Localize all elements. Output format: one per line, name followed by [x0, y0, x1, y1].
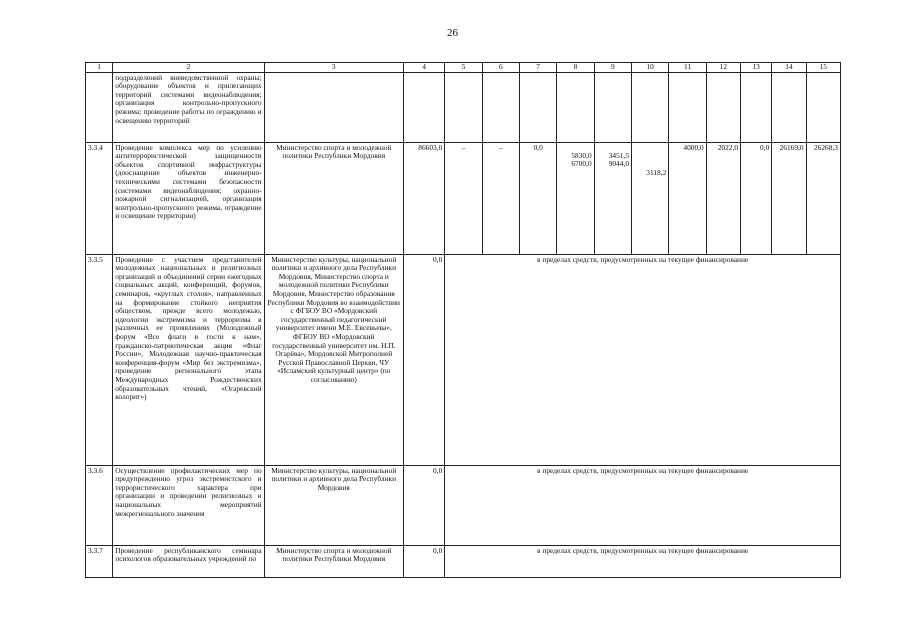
- header-cell: 3: [264, 63, 403, 73]
- amount-cell: [632, 72, 669, 142]
- header-cell: 6: [482, 63, 519, 73]
- header-cell: 2: [113, 63, 264, 73]
- amount-cell: [706, 72, 740, 142]
- amount-value: 6700,0: [571, 159, 592, 169]
- table-row: [86, 465, 841, 545]
- header-cell: 9: [594, 63, 631, 73]
- measure-description: Проведение с участием представителей молодежных национальных и религиозных организаций и объединений серии ежегодных социальных акций, конференций, форумов, семинаров, «круглых столов», направленных на формирование стойкого неприятия обществом, прежде всего молодежью, идеологии экстремизма и терроризма в различных ее проявлениях (Молодежный форум «Все флаги в гости к нам», гражданско-патриотическая акция «Флаг России», Молодежная научно-практическая конференция-форум «Мир без экстремизма», проведение регионального этапа Международных Рождественских образовательных чтений, «Огаревский колорит»): [113, 254, 264, 465]
- responsible-org: Министерство культуры, национальной политики и архивного дела Республики Мордовия: [264, 465, 403, 545]
- amount-total: 0,0: [403, 465, 444, 545]
- amount-value: 3451,5: [608, 150, 630, 160]
- measure-description: Проведение республиканского семинара психологов образовательных учреждений по: [113, 545, 264, 577]
- measure-description: Проведение комплекса мер по усилению антитеррористической защищенности объектов спортивной инфраструктуры (дооснащение объектов инженерно-техническими системами безопасности (системами видеонаблюдения; охранно-пожарной сигнализацией, организация контрольно-пропускного режима, ограждение и освещение территории): [113, 142, 264, 254]
- responsible-org: [264, 72, 403, 142]
- amount-cell: [403, 72, 444, 142]
- amount-total: 86603,0: [403, 142, 444, 254]
- responsible-org: Министерство спорта и молодежной политики Республики Мордовия: [264, 142, 403, 254]
- header-cell: 15: [806, 63, 840, 73]
- page-number: 26: [447, 27, 458, 39]
- amount-cell: 3118,2: [632, 142, 669, 254]
- amount-cell: 2022,0: [706, 142, 740, 254]
- amount-cell: 4000,0: [669, 142, 706, 254]
- amount-cell: [519, 72, 556, 142]
- column-number-row: [86, 63, 841, 73]
- amount-cell: [741, 72, 772, 142]
- table-row: [86, 142, 841, 254]
- financing-table: [85, 62, 841, 578]
- header-cell: 10: [632, 63, 669, 73]
- row-number: [86, 72, 113, 142]
- amount-cell: –: [482, 142, 519, 254]
- amount-cell: [669, 72, 706, 142]
- amount-cell: [482, 72, 519, 142]
- funding-note: в пределах средств, предусмотренных на текущее финансирование: [445, 465, 841, 545]
- amount-cell: 0,0: [519, 142, 556, 254]
- amount-cell: 26169,0: [772, 142, 806, 254]
- amount-cell: 0,0: [741, 142, 772, 254]
- header-cell: 11: [669, 63, 706, 73]
- header-cell: 12: [706, 63, 740, 73]
- header-cell: 8: [557, 63, 594, 73]
- header-cell: 14: [772, 63, 806, 73]
- table-row: [86, 545, 841, 577]
- amount-cell: [594, 142, 631, 254]
- row-number: 3.3.7: [86, 545, 113, 577]
- header-cell: 1: [86, 63, 113, 73]
- amount-value: 9044,0: [608, 159, 630, 169]
- amount-cell: [806, 72, 840, 142]
- funding-note: в пределах средств, предусмотренных на текущее финансирование: [445, 545, 841, 577]
- amount-cell: [557, 142, 594, 254]
- header-cell: 5: [445, 63, 482, 73]
- header-cell: 13: [741, 63, 772, 73]
- table-row: [86, 72, 841, 142]
- header-cell: 7: [519, 63, 556, 73]
- amount-cell: [772, 72, 806, 142]
- table-row: [86, 254, 841, 465]
- amount-total: 0,0: [403, 254, 444, 465]
- row-number: 3.3.6: [86, 465, 113, 545]
- amount-total: 0,0: [403, 545, 444, 577]
- amount-cell: [445, 72, 482, 142]
- amount-cell: [594, 72, 631, 142]
- amount-value: 5830,0: [571, 150, 592, 160]
- header-cell: 4: [403, 63, 444, 73]
- amount-cell: –: [445, 142, 482, 254]
- measure-description: подразделений вневедомственной охраны; оборудование объектов и прилегающих территорий системами видеонаблюдения; организация контрольно-пропускного режима; проведение работы по ограждению и освещению территорий: [113, 72, 264, 142]
- responsible-org: Министерство культуры, национальной политики и архивного дела Республики Мордовия, Министерство спорта и молодежной политики Республики Мордовия, Министерство образования Республики Мордовия во взаимодействии с ФГБОУ ВО «Мордовский государственный педагогический университет имени М.Е. Евсевьева», ФГБОУ ВО «Мордовский государственный университет им. Н.П. Огарёва», Мордовской Митрополией Русской Православной Церкви, ЧУ «Исламский культурный центр» (по согласованию): [264, 254, 403, 465]
- responsible-org: Министерство спорта и молодежной политики Республики Мордовия: [264, 545, 403, 577]
- row-number: 3.3.4: [86, 142, 113, 254]
- row-number: 3.3.5: [86, 254, 113, 465]
- measure-description: Осуществление профилактических мер по предупреждению угроз экстремистского и террористического характера при организации и проведении религиозных и национальных мероприятий межрегионального значения: [113, 465, 264, 545]
- amount-cell: [557, 72, 594, 142]
- amount-cell: 26268,3: [806, 142, 840, 254]
- funding-note: в пределах средств, предусмотренных на текущее финансирование: [445, 254, 841, 465]
